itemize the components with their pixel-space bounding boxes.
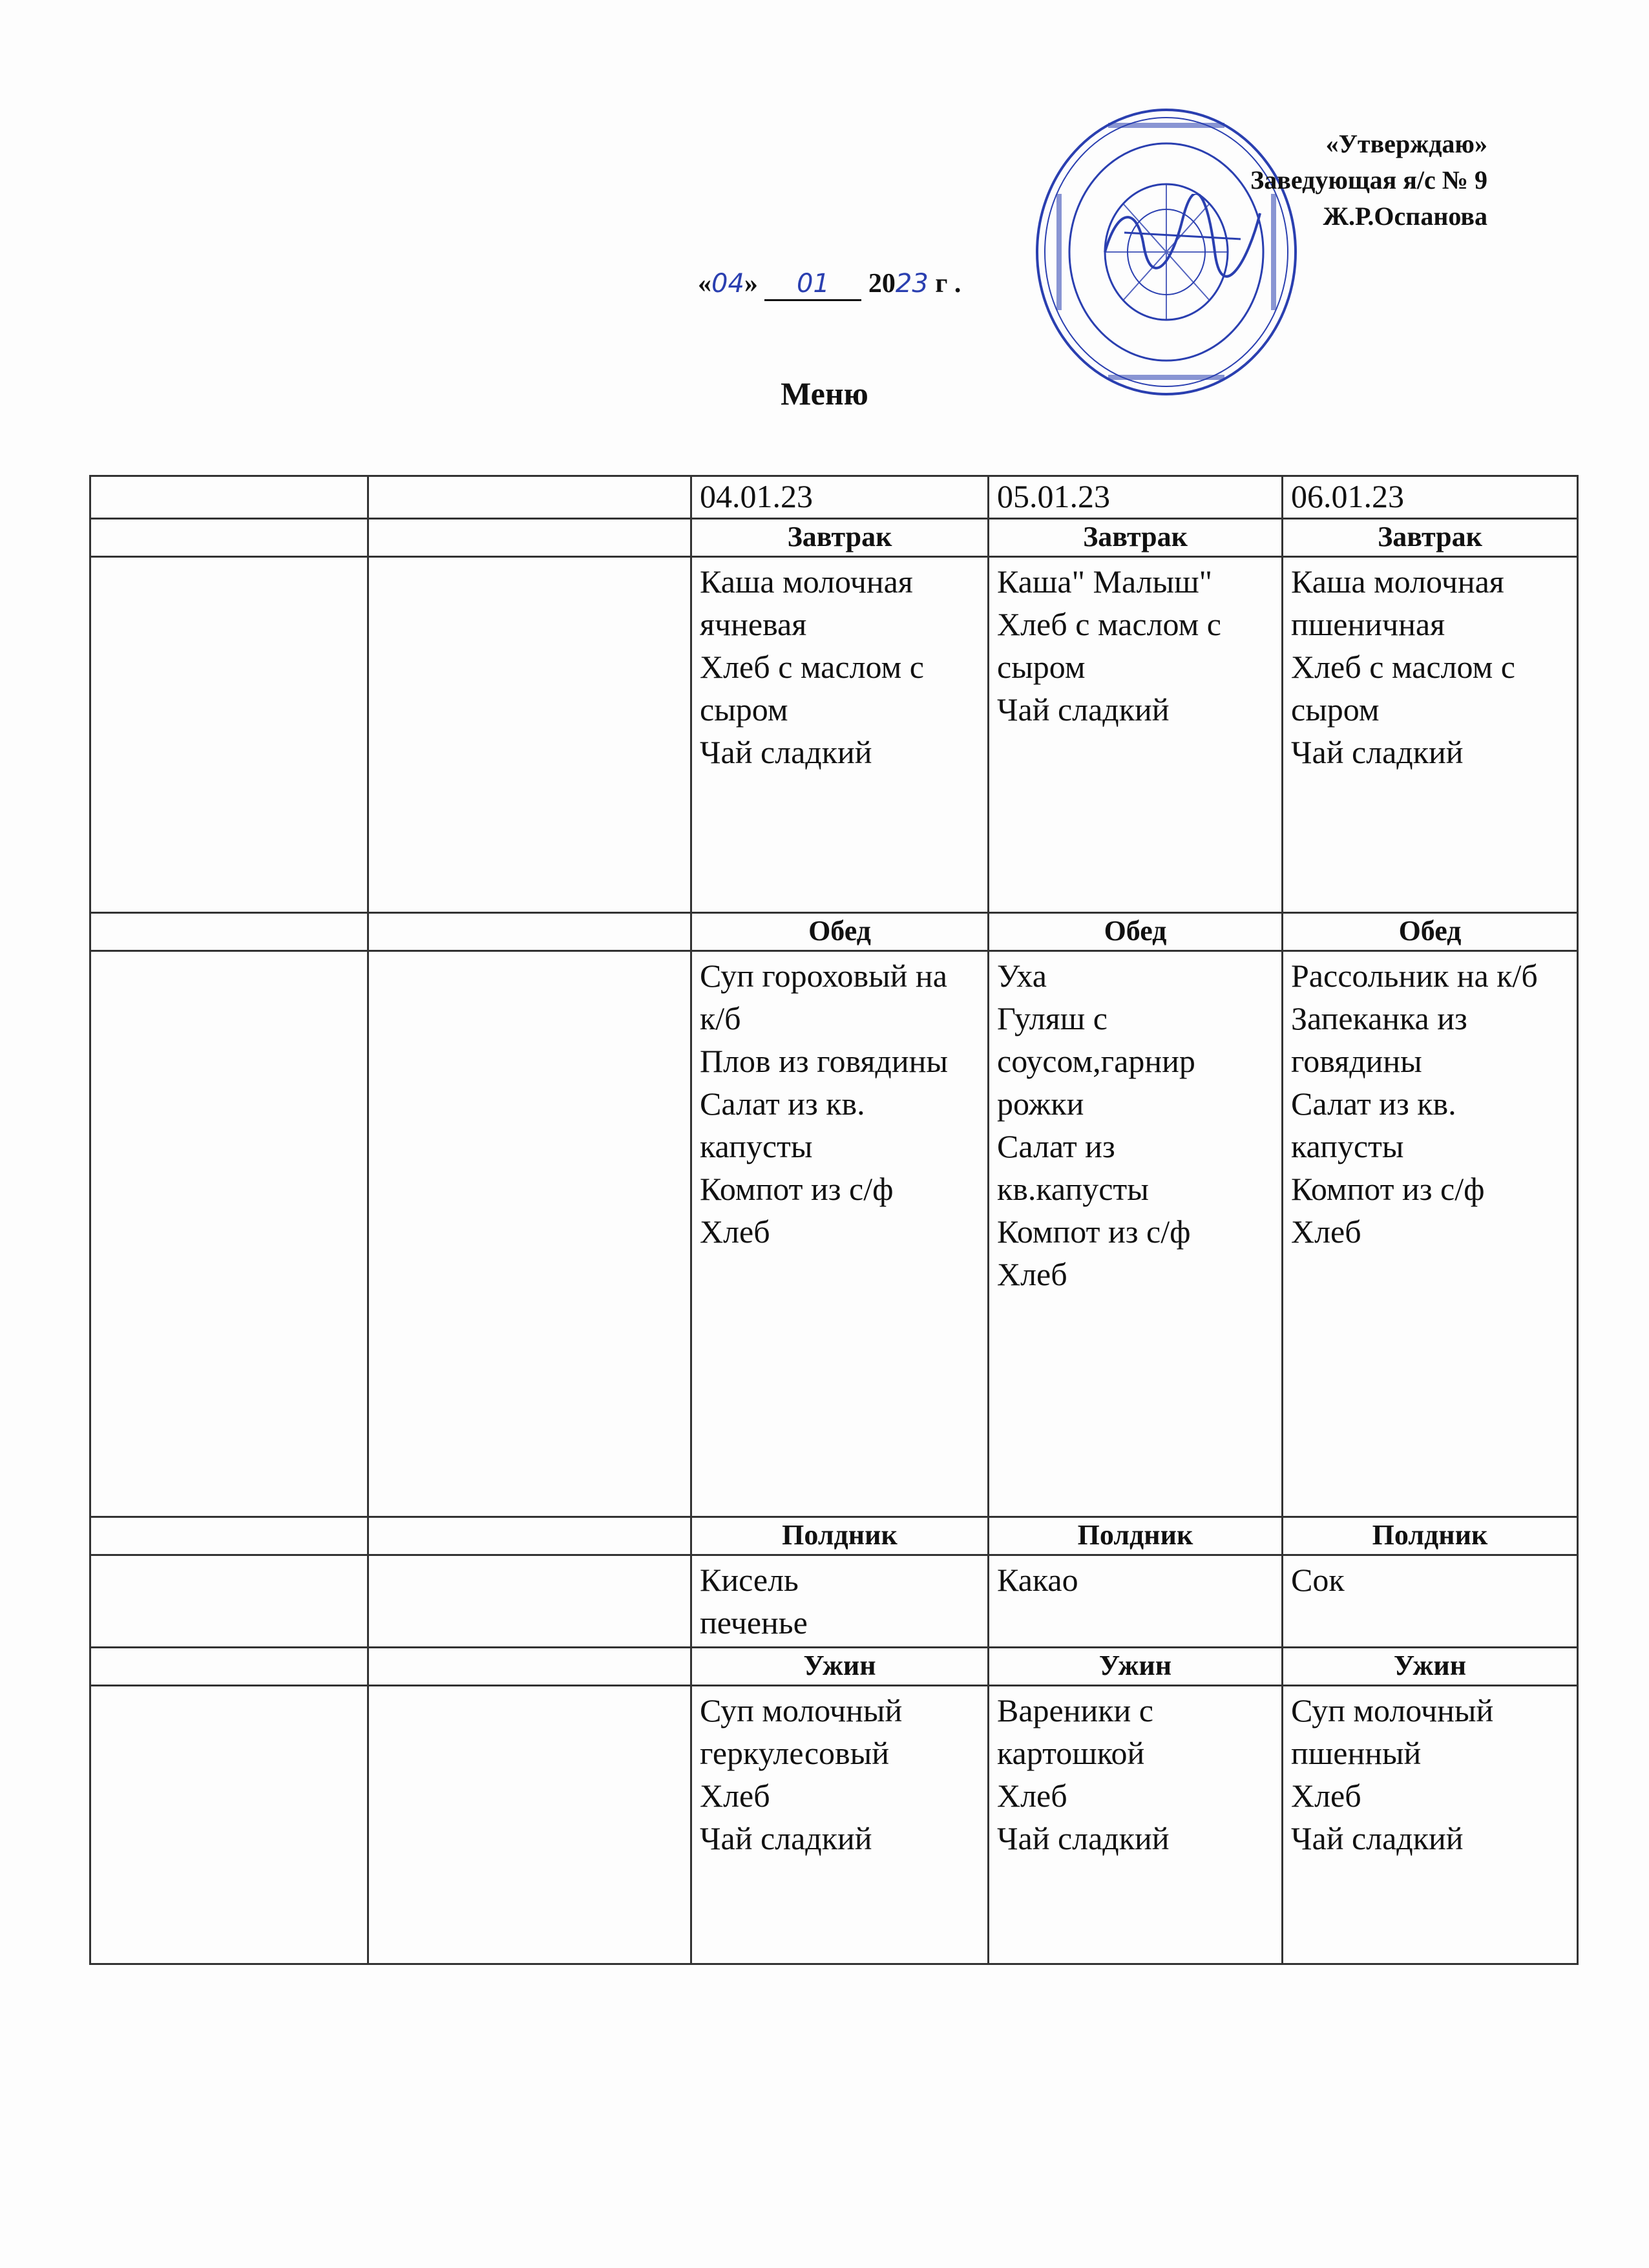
meal-header-row-dinner xyxy=(90,1648,1578,1686)
menu-table xyxy=(89,475,1579,1965)
approval-block xyxy=(1250,126,1487,235)
handwritten-signature xyxy=(1098,194,1266,278)
menu-items-cell: Рассольник на к/б Запеканка из говядины Салат из кв. капусты Компот из с/ф Хлеб xyxy=(1283,951,1578,1517)
menu-items-cell: Уха Гуляш с соусом,гарнир рожки Салат из кв.капусты Компот из с/ф Хлеб xyxy=(989,951,1283,1517)
meal-name-cell: Завтрак xyxy=(691,519,989,557)
menu-items-cell: Суп молочный пшенный Хлеб Чай сладкий xyxy=(1283,1686,1578,1964)
date-cell: 05.01.23 xyxy=(989,476,1283,519)
empty-cell xyxy=(90,557,368,913)
menu-items-cell: Суп гороховый на к/б Плов из говядины Салат из кв. капусты Компот из с/ф Хлеб xyxy=(691,951,989,1517)
empty-cell xyxy=(368,1648,691,1686)
empty-cell xyxy=(368,951,691,1517)
empty-cell xyxy=(90,1686,368,1964)
page-title: Меню xyxy=(781,375,868,412)
date-cell: 06.01.23 xyxy=(1283,476,1578,519)
meal-name-cell: Обед xyxy=(989,913,1283,951)
meal-name-cell: Обед xyxy=(1283,913,1578,951)
empty-cell xyxy=(368,913,691,951)
date-open-quote: « xyxy=(698,269,711,299)
empty-cell xyxy=(368,557,691,913)
empty-cell xyxy=(368,519,691,557)
menu-items-cell: Каша" Малыш" Хлеб с маслом с сыром Чай сладкий xyxy=(989,557,1283,913)
approver-position: Заведующая я/с № 9 xyxy=(1250,165,1487,194)
date-day: 04 xyxy=(711,269,744,299)
meal-name-cell: Завтрак xyxy=(989,519,1283,557)
empty-cell xyxy=(368,476,691,519)
menu-items-cell: Вареники с картошкой Хлеб Чай сладкий xyxy=(989,1686,1283,1964)
date-year-suffix: 23 xyxy=(895,269,929,299)
date-year-prefix: 20 xyxy=(868,269,896,299)
meal-header-row-breakfast xyxy=(90,519,1578,557)
meal-items-row-lunch xyxy=(90,951,1578,1517)
menu-items-cell: Какао xyxy=(989,1555,1283,1648)
date-cell: 04.01.23 xyxy=(691,476,989,519)
meal-name-cell: Полдник xyxy=(989,1517,1283,1555)
empty-cell xyxy=(90,1648,368,1686)
menu-items-cell: Сок xyxy=(1283,1555,1578,1648)
date-suffix: г . xyxy=(935,269,961,299)
empty-cell xyxy=(368,1555,691,1648)
approval-date xyxy=(698,268,961,301)
date-month: 01 xyxy=(796,269,830,299)
meal-name-cell: Ужин xyxy=(989,1648,1283,1686)
empty-cell xyxy=(368,1517,691,1555)
empty-cell xyxy=(90,951,368,1517)
date-header-row xyxy=(90,476,1578,519)
meal-name-cell: Обед xyxy=(691,913,989,951)
approval-heading: «Утверждаю» xyxy=(1325,129,1487,158)
empty-cell xyxy=(90,476,368,519)
meal-name-cell: Полдник xyxy=(691,1517,989,1555)
meal-items-row-breakfast xyxy=(90,557,1578,913)
approver-name: Ж.Р.Оспанова xyxy=(1323,202,1487,231)
empty-cell xyxy=(90,1517,368,1555)
empty-cell xyxy=(90,519,368,557)
empty-cell xyxy=(368,1686,691,1964)
empty-cell xyxy=(90,913,368,951)
empty-cell xyxy=(90,1555,368,1648)
menu-items-cell: Каша молочная пшеничная Хлеб с маслом с сыром Чай сладкий xyxy=(1283,557,1578,913)
meal-name-cell: Полдник xyxy=(1283,1517,1578,1555)
meal-name-cell: Завтрак xyxy=(1283,519,1578,557)
meal-header-row-snack xyxy=(90,1517,1578,1555)
meal-items-row-dinner xyxy=(90,1686,1578,1964)
meal-name-cell: Ужин xyxy=(1283,1648,1578,1686)
meal-items-row-snack xyxy=(90,1555,1578,1648)
meal-name-cell: Ужин xyxy=(691,1648,989,1686)
meal-header-row-lunch xyxy=(90,913,1578,951)
date-close-quote: » xyxy=(744,269,758,299)
menu-items-cell: Каша молочная ячневая Хлеб с маслом с сыром Чай сладкий xyxy=(691,557,989,913)
menu-items-cell: Суп молочный геркулесовый Хлеб Чай сладкий xyxy=(691,1686,989,1964)
menu-items-cell: Кисель печенье xyxy=(691,1555,989,1648)
